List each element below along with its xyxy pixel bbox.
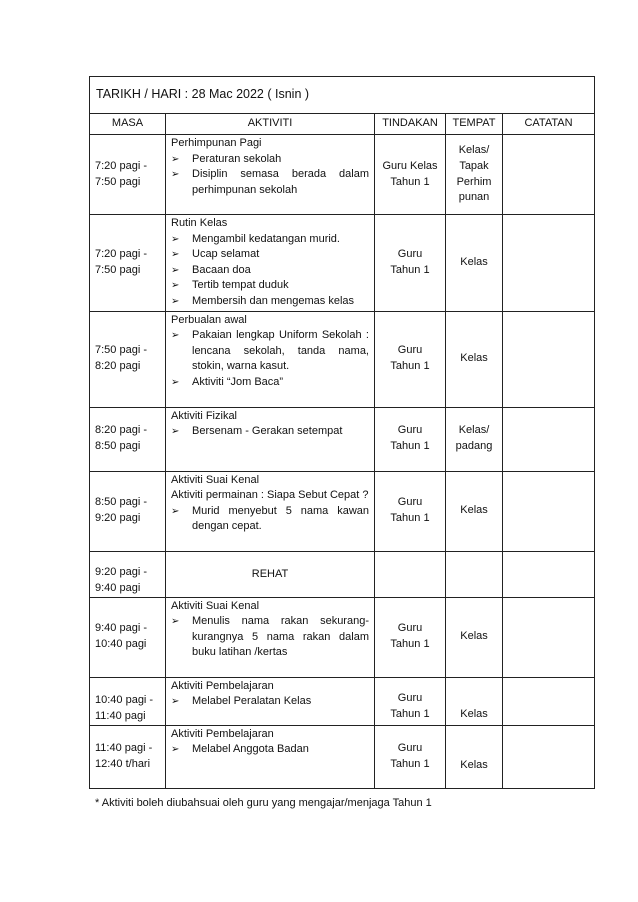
tindakan-cell [375,215,446,312]
arrow-bullet-icon: ➢ [171,295,180,307]
tindakan-line: Guru [397,424,423,437]
masa-start: 10:40 pagi - [95,694,154,707]
tindakan-line: Tahun 1 [390,757,430,770]
header-aktiviti: AKTIVITI [166,114,375,135]
date-title: TARIKH / HARI : 28 Mac 2022 ( Isnin ) [90,77,595,114]
tempat-cell [446,215,503,312]
header-row [90,114,595,135]
table-row [90,471,595,551]
list-item [171,328,369,375]
tindakan-line: Tahun 1 [390,440,430,453]
rehat-label: REHAT [251,567,289,580]
bullet-text: Melabel Anggota Badan [192,743,309,756]
arrow-bullet-icon: ➢ [171,744,180,756]
masa-cell [90,311,166,407]
header-tempat: TEMPAT [446,114,503,135]
masa-cell [90,471,166,551]
masa-start: 8:20 pagi - [95,424,147,437]
bullet-text: Aktiviti “Jom Baca” [192,375,284,388]
aktiviti-cell [166,407,375,471]
table-row [90,135,595,215]
tempat-line: Kelas [460,352,488,365]
catatan-cell [503,551,595,597]
tempat-line: Kelas [460,758,488,771]
masa-start: 8:50 pagi - [95,496,147,509]
tempat-line: Kelas [460,630,488,643]
arrow-bullet-icon: ➢ [171,169,180,181]
tindakan-line: Tahun 1 [390,263,430,276]
activity-paragraph: Aktiviti permainan : Siapa Sebut Cepat ? [171,489,369,502]
bullet-text: Bacaan doa [192,263,251,276]
bullet-text: Melabel Peralatan Kelas [192,695,312,708]
catatan-cell [503,677,595,725]
arrow-bullet-icon: ➢ [171,376,180,388]
list-item [171,614,369,661]
tindakan-cell [375,677,446,725]
arrow-bullet-icon: ➢ [171,264,180,276]
tindakan-line: Guru [397,622,423,635]
tempat-cell [446,725,503,788]
table-row [90,677,595,725]
table-row [90,215,595,312]
aktiviti-cell [166,725,375,788]
masa-start: 11:40 pagi - [95,741,153,754]
masa-end: 9:40 pagi [95,581,141,594]
tempat-cell [446,551,503,597]
tindakan-cell [375,597,446,677]
tempat-line: Kelas/ [458,144,490,157]
tindakan-line: Guru [397,248,423,261]
bullet-text: Pakaian lengkap Uniform Sekolah : lencana sekolah, tanda nama, stokin, warna kasut. [192,329,369,373]
list-item [171,263,369,279]
tempat-cell [446,407,503,471]
masa-end: 10:40 pagi [95,638,147,651]
bullet-text: Murid menyebut 5 nama kawan dengan cepat. [192,504,369,533]
masa-end: 7:50 pagi [95,263,141,276]
tempat-cell [446,471,503,551]
tindakan-line: Guru [397,344,423,357]
arrow-bullet-icon: ➢ [171,249,180,261]
aktiviti-cell [166,471,375,551]
arrow-bullet-icon: ➢ [171,280,180,292]
aktiviti-cell [166,597,375,677]
activity-title: Aktiviti Suai Kenal [171,473,260,486]
aktiviti-cell [166,311,375,407]
masa-cell [90,725,166,788]
table-row [90,725,595,788]
list-item [171,247,369,263]
catatan-cell [503,725,595,788]
schedule-table [89,76,595,789]
catatan-cell [503,135,595,215]
masa-cell [90,677,166,725]
masa-cell [90,551,166,597]
table-row [90,551,595,597]
activity-title: Aktiviti Fizikal [171,409,238,422]
table-row [90,597,595,677]
bullet-text: Bersenam - Gerakan setempat [192,425,343,438]
activity-title: Perhimpunan Pagi [171,137,262,149]
masa-end: 7:50 pagi [95,175,141,188]
masa-start: 9:20 pagi - [95,566,147,579]
arrow-bullet-icon: ➢ [171,426,180,438]
arrow-bullet-icon: ➢ [171,330,180,342]
tempat-line: punan [458,191,490,204]
tindakan-cell [375,311,446,407]
header-tindakan: TINDAKAN [375,114,446,135]
tindakan-line: Guru [397,496,423,509]
bullet-text: Mengambil kedatangan murid. [192,232,340,245]
activity-title: Perbualan awal [171,313,247,326]
tindakan-line: Guru Kelas [382,159,438,172]
aktiviti-cell [166,135,375,215]
tempat-line: Kelas [460,255,488,268]
catatan-cell [503,311,595,407]
list-item [171,424,369,440]
list-item [171,742,369,758]
list-item [171,294,369,310]
bullet-text: Ucap selamat [192,248,260,261]
masa-start: 7:20 pagi - [95,248,147,261]
tindakan-line: Tahun 1 [390,175,430,188]
tempat-line: Kelas [460,707,488,720]
bullet-text: Disiplin semasa berada dalam perhimpunan sekolah [192,168,369,196]
masa-cell [90,597,166,677]
activity-title: Aktiviti Pembelajaran [171,727,274,740]
list-item [171,278,369,294]
header-catatan: CATATAN [503,114,595,135]
tindakan-line: Guru [397,692,423,705]
arrow-bullet-icon: ➢ [171,696,180,708]
tindakan-line: Tahun 1 [390,360,430,373]
tindakan-line: Tahun 1 [390,707,430,720]
tempat-line: Kelas/ [458,424,490,437]
list-item [171,375,369,391]
tindakan-cell [375,471,446,551]
tempat-line: padang [455,440,493,453]
bullet-text: Peraturan sekolah [192,152,282,165]
tempat-cell [446,677,503,725]
aktiviti-cell [166,677,375,725]
masa-end: 8:20 pagi [95,360,141,373]
bullet-text: Membersih dan mengemas kelas [192,294,355,307]
footnote: * Aktiviti boleh diubahsuai oleh guru yang mengajar/menjaga Tahun 1 [95,797,432,809]
arrow-bullet-icon: ➢ [171,153,180,165]
catatan-cell [503,471,595,551]
aktiviti-cell [166,551,375,597]
tempat-cell [446,135,503,215]
activity-title: Aktiviti Suai Kenal [171,599,260,612]
catatan-cell [503,215,595,312]
table-row [90,407,595,471]
tindakan-cell [375,407,446,471]
masa-end: 11:40 pagi [95,709,146,722]
tempat-cell [446,597,503,677]
masa-end: 8:50 pagi [95,440,141,453]
tindakan-line: Tahun 1 [390,638,430,651]
tempat-cell [446,311,503,407]
list-item [171,167,369,198]
catatan-cell [503,407,595,471]
masa-end: 12:40 t/hari [95,757,151,770]
catatan-cell [503,597,595,677]
tempat-line: Perhim [456,175,492,188]
tindakan-line: Guru [397,741,423,754]
list-item [171,152,369,168]
arrow-bullet-icon: ➢ [171,233,180,245]
bullet-text: Menulis nama rakan sekurang-kurangnya 5 nama rakan dalam buku latihan /kertas [192,615,369,659]
aktiviti-cell [166,215,375,312]
activity-title: Rutin Kelas [171,217,228,229]
masa-end: 9:20 pagi [95,512,141,525]
tindakan-cell [375,135,446,215]
masa-start: 9:40 pagi - [95,622,147,635]
masa-cell [90,135,166,215]
masa-cell [90,407,166,471]
list-item [171,694,369,710]
list-item [171,504,369,535]
tindakan-line: Tahun 1 [390,512,430,525]
schedule-document [89,76,594,789]
bullet-text: Tertib tempat duduk [192,279,289,292]
tindakan-cell [375,551,446,597]
arrow-bullet-icon: ➢ [171,505,180,517]
activity-title: Aktiviti Pembelajaran [171,679,274,692]
masa-cell [90,215,166,312]
tempat-line: Tapak [459,159,489,172]
header-masa: MASA [90,114,166,135]
masa-start: 7:20 pagi - [95,159,147,172]
masa-start: 7:50 pagi - [95,344,147,357]
list-item [171,232,369,248]
tempat-line: Kelas [460,504,488,517]
table-row [90,311,595,407]
tindakan-cell [375,725,446,788]
arrow-bullet-icon: ➢ [171,616,180,628]
